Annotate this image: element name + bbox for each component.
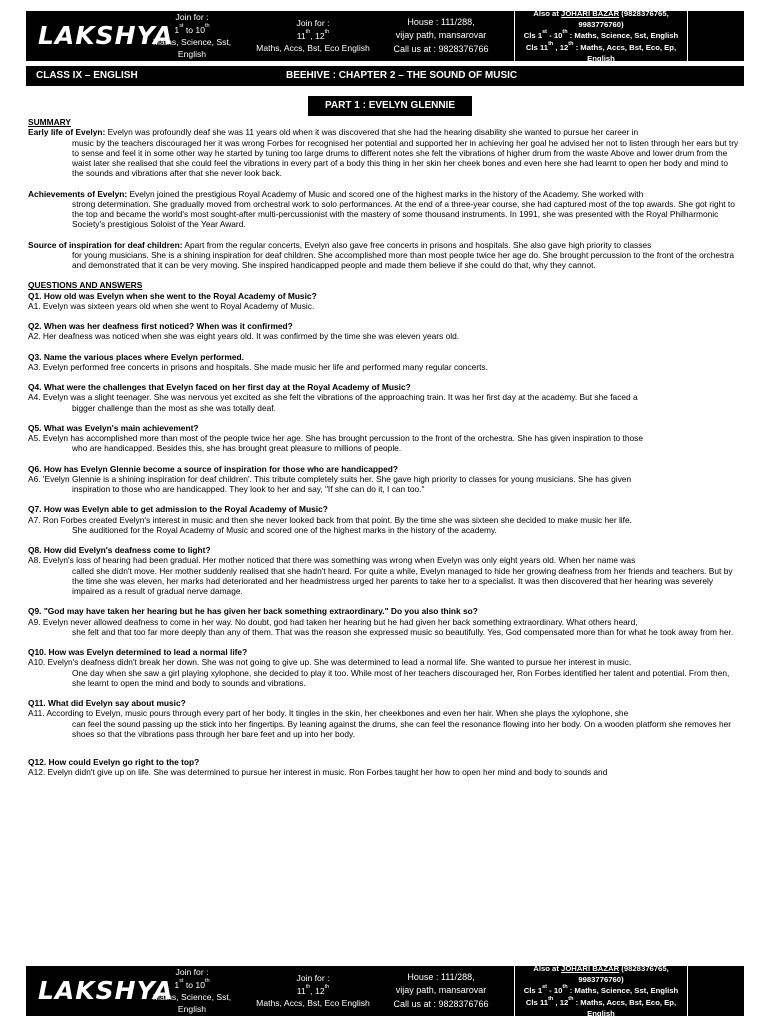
- qa-item: Q4. What were the challenges that Evelyn faced on her first day at the Royal Academy of Music? A4. Evelyn was a slight teenager. She was nervous yet excited as she felt the vibrations of the approaching train. It was her first day at the academy. But she faced a bigger challenge than the most as she was totally deaf.: [28, 382, 638, 413]
- class-bar: [26, 66, 744, 86]
- qa-list: [28, 291, 740, 778]
- address: House : 111/288, vijay path, mansarovar Call us at : 9828376766: [393, 972, 489, 1009]
- join-senior: Join for : 11th, 12th Maths, Accs, Bst, Eco English: [256, 18, 370, 54]
- early-life-paragraph: Early life of Evelyn: Evelyn was profoundly deaf she was 11 years old when it was discovered that she had the hearing disability she wanted to pursue her career in music by the teachers discouraged her it was wrong Forbes for recognised her potential and supported her in achieving her goal he advised her not to listen through her ears but try to sense and feel it in some other way he started by tuning too large drums to different notes she felt the vibrations of higher drum from the waste Above and lower drum from the waist later she realised that she could feel the vibrations in every part of a body this thing in her skin her cheek bones and even here she had learnt to open her body and mind to the sounds and vibrations after that she never look back.: [28, 127, 739, 179]
- qa-item: Q3. Name the various places where Evelyn performed. A3. Evelyn performed free concerts in prisons and hospitals. She made music her life and performed many regular concerts.: [28, 351, 488, 372]
- join-junior: Join for : 1st to 10th Maths, Science, Sst, English: [152, 967, 232, 1015]
- branch-box: Also at JOHARI BAZAR (9828376765, 9983776760) Cls 1st - 10th : Maths, Science, Sst, English Cls 11th , 12th : Maths, Accs, Bst, Eco, Ep, English: [514, 5, 688, 67]
- header-banner: [26, 11, 744, 61]
- address: House : 111/288, vijay path, mansarovar Call us at : 9828376766: [393, 17, 489, 54]
- chapter-label: BEEHIVE : CHAPTER 2 – THE SOUND OF MUSIC: [286, 69, 518, 81]
- qa-item: Q7. How was Evelyn able to get admission to the Royal Academy of Music? A7. Ron Forbes created Evelyn's interest in music and then she never looked back from that point. By the time she was sixteen she decided to make music her life. She auditioned for the Royal Academy of Music and scored one of the highest marks in the history of the academy.: [28, 504, 632, 535]
- join-senior: Join for : 11th, 12th Maths, Accs, Bst, Eco English: [256, 973, 370, 1009]
- qa-item: Q9. "God may have taken her hearing but he has given her back something extraordinary." Do you also think so? A9. Evelyn never allowed deafness to come in her way. No doubt, god had taken her hearing but he had given her back something extraordinary. What others heard, she felt and that too far more deeply than any of them. That was the reason she expressed music so beautifully. Yes, God compensated more than for what he took away from her.: [28, 606, 734, 637]
- summary-heading: SUMMARY: [28, 117, 71, 127]
- qa-heading: QUESTIONS AND ANSWERS: [28, 280, 143, 291]
- class-label: CLASS IX – ENGLISH: [36, 69, 138, 81]
- join-junior: Join for : 1st to 10th Maths, Science, Sst, English: [152, 12, 232, 60]
- qa-item: Q8. How did Evelyn's deafness come to light? A8. Evelyn's loss of hearing had been gradual. Her mother noticed that there was something was wrong when Evelyn was only eight years old. When her name was called she didn't move. Her mother suddenly realised that she hadn't heard. For quite a while, Evelyn managed to hide her growing deafness from her friends and teachers. But by the time she was eleven, her marks had deteriorated and her headmistress urged her parents to take her to a specialist. It was then discovered that her hearing was severely impaired as a result of gradual nerve damage.: [28, 545, 733, 596]
- qa-item: Q11. What did Evelyn say about music? A11. According to Evelyn, music pours through every part of her body. It tingles in the skin, her cheekbones and even her hair. When she plays the xylophone, she can feel the sound passing up the stick into her fingertips. By leaning against the drums, she can feel the resonance flowing into her body. On a wooden platform she removes her shoes so that the vibrations pass through her bare feet and up into her body.: [28, 698, 732, 739]
- qa-item: Q6. How has Evelyn Glennie become a source of inspiration for those who are handicapped? A6. 'Evelyn Glennie is a shining inspiration for deaf children'. This tribute completely suits her. She gave high priority to classes for young musicians. She has given inspiration to those who are handicapped. They look to her and say, "If she can do it, I can too.": [28, 463, 632, 494]
- document-body: [28, 116, 740, 788]
- branch-box: Also at JOHARI BAZAR (9828376765, 9983776760) Cls 1st - 10th : Maths, Science, Sst, English Cls 11th , 12th : Maths, Accs, Bst, Eco, Ep, English: [514, 960, 688, 1022]
- logo: LAKSHYA: [38, 20, 174, 50]
- qa-item: Q2. When was her deafness first noticed? When was it confirmed? A2. Her deafness was noticed when she was eight years old. It was confirmed by the time she was eleven years old.: [28, 321, 460, 342]
- qa-item: Q5. What was Evelyn's main achievement? A5. Evelyn has accomplished more than most of the people twice her age. She has brought percussion to the front of the orchestra. She has given inspiration to those who are handicapped. Besides this, she has brought great pleasure to millions of people.: [28, 422, 643, 454]
- achievements-paragraph: Achievements of Evelyn: Evelyn joined the prestigious Royal Academy of Music and scored one of the highest marks in the history of the Academy. She worked with strong determination. She gradually moved from orchestral work to solo performances. At the end of a three-year course, she had captured most of the top awards. She got right to the top and became the world's most sought-after multi-percussionist with the mastery of some thousand instruments. In 1991, she was presented with the Royal Philharmonic Society's prestigious Soloist of the Year Award.: [28, 188, 735, 230]
- footer-banner: [26, 966, 744, 1016]
- logo: LAKSHYA: [38, 975, 174, 1005]
- part-title: PART 1 : EVELYN GLENNIE: [308, 96, 472, 116]
- inspiration-paragraph: Source of inspiration for deaf children: Apart from the regular concerts, Evelyn also gave free concerts in prisons and hospitals. She also gave high priority to classes for young musicians. She is a shining inspiration for deaf children. She accomplished more than most people twice her age do. She brought percussion to the front of the orchestra and demonstrated that it can be very moving. She inspired handicapped people and made them believe if she could do that, why they cannot.: [28, 239, 735, 270]
- qa-item: Q10. How was Evelyn determined to lead a normal life? A10. Evelyn's deafness didn't break her down. She was not going to give up. She was determined to lead a normal life. She wanted to pursue her interest in music. One day when she saw a girl playing xylophone, she decided to play it too. While most of her teachers discouraged her, Ron Forbes identified her talent and potential. From then, she learnt to open the mind and body to sounds and vibrations.: [28, 647, 730, 688]
- qa-item: Q1. How old was Evelyn when she went to the Royal Academy of Music? A1. Evelyn was sixteen years old when she went to Royal Academy of Music.: [28, 290, 317, 311]
- qa-item: Q12. How could Evelyn go right to the top? A12. Evelyn didn't give up on life. She was determined to pursue her interest in music. Ron Forbes taught her how to open her mind and body to sounds and: [28, 757, 608, 778]
